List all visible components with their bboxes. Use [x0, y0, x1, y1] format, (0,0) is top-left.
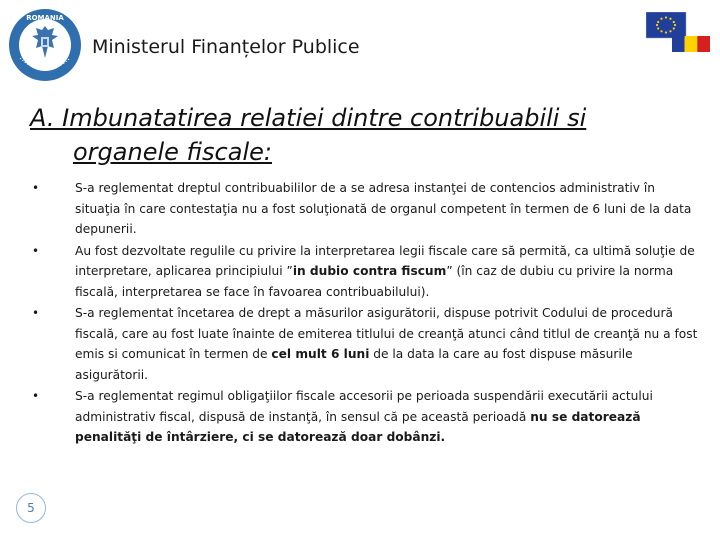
bullet-item [28, 303, 700, 385]
eu-flag-icon [646, 12, 686, 38]
romania-flag-icon [672, 36, 710, 52]
bullet-item [28, 241, 700, 303]
bullet-text: de la data la care au fost dispuse măsurile asigurătorii. [75, 347, 633, 382]
bullet-symbol: • [32, 243, 40, 258]
bullet-emphasis: nu se datorează penalităţi de întârziere, ci se datorează doar dobânzi. [75, 409, 641, 444]
bullet-text: ” (în caz de dubiu cu privire la norma fiscală, interpretarea se face în favoarea contribuabilului). [75, 264, 674, 299]
bullet-text: S-a reglementat încetarea de drept a măsurilor asigurătorii, dispuse potrivit Codului de procedură fiscală, care au fost luate înainte de emiterea titlului de creanţă atunci când titlul de creanţă nu a fost emis si comunicat în termen de [75, 306, 698, 361]
bullet-symbol: • [32, 181, 40, 195]
emblem-top-text: ROMANIA [26, 14, 64, 22]
ministry-name: Ministerul Finanțelor Publice [92, 36, 360, 58]
bullet-text: S-a reglementat regimul obligaţiilor fiscale accesorii pe perioada suspendării executării actului administrativ fiscal, dispusă de instanţă, în sensul că pe această perioadă [75, 389, 653, 424]
bullet-list [28, 178, 700, 448]
bullet-item [28, 178, 700, 240]
bullet-text: Au fost dezvoltate regulile cu privire la interpretarea legii fiscale care să permită, ca ultimă soluţie de interpretare, aplicarea principiului ” [75, 243, 695, 278]
bullet-symbol: • [32, 306, 40, 320]
bullet-emphasis: cel mult 6 luni [271, 347, 370, 361]
slide-title [30, 101, 690, 169]
bullet-item [28, 386, 700, 448]
bullet-symbol: • [32, 389, 40, 403]
slide-title-line1: A. Imbunatatirea relatiei dintre contribuabili si [30, 104, 587, 132]
bullet-emphasis: in dubio contra fiscum [292, 264, 447, 278]
ministry-emblem [8, 8, 82, 82]
bullet-text: S-a reglementat dreptul contribuabililor de a se adresa instanţei de contencios administrativ în situaţia în care contestaţia nu a fost soluţionată de organul competent în termen de 6 luni de la data depunerii. [75, 181, 692, 236]
page-number: 5 [16, 493, 46, 523]
eu-romania-flags [646, 12, 710, 52]
slide-title-line2: organele fiscale: [73, 138, 272, 166]
